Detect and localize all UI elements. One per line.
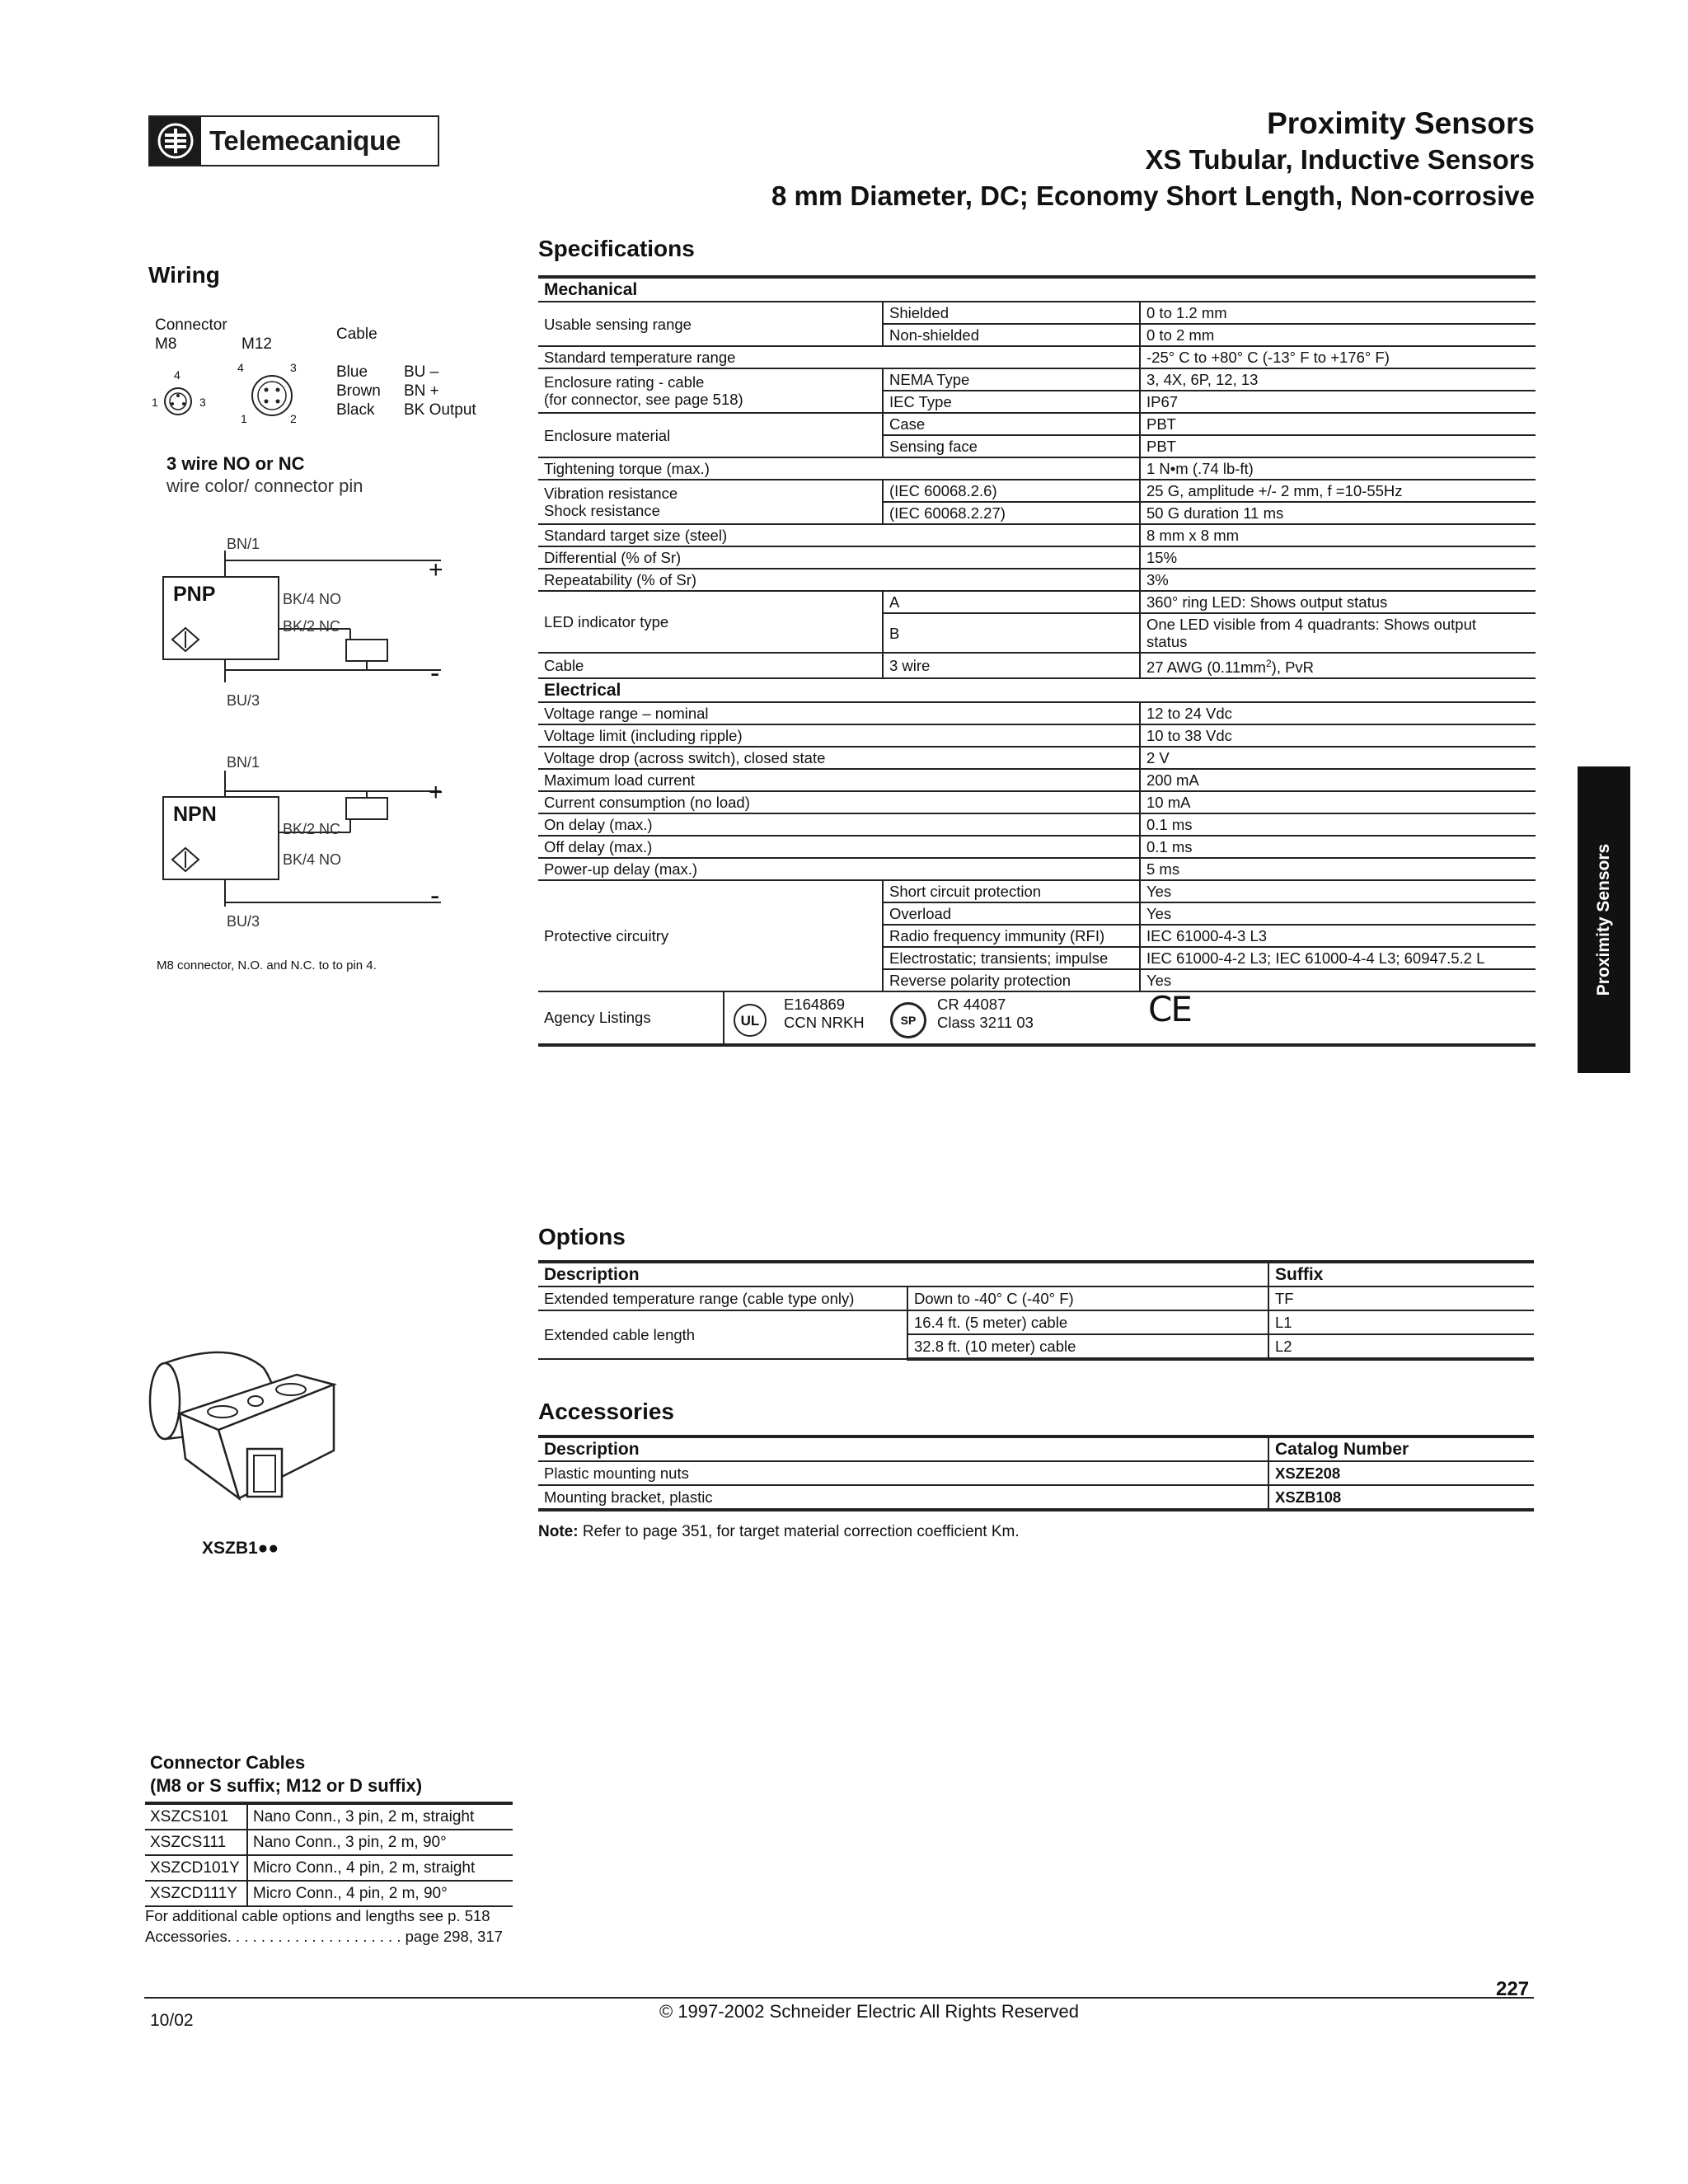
table-row (538, 724, 1536, 747)
cable-color-black: Black (336, 401, 375, 419)
connector-cables-note-1: For additional cable options and lengths see p. 518 (145, 1907, 490, 1924)
spec-value: -25° C to +80° C (-13° F to +176° F) (1140, 346, 1536, 368)
accessory-catalog-number: XSZE208 (1268, 1461, 1534, 1485)
column-header-description: Description (538, 1436, 1268, 1461)
cable-color-blue: Blue (336, 363, 368, 381)
spec-value (1140, 653, 1536, 678)
table-header (538, 1262, 1534, 1286)
table-row (538, 747, 1536, 769)
option-detail: Down to -40° C (-40° F) (907, 1286, 1268, 1310)
page-title: Proximity Sensors (1267, 106, 1535, 140)
connector-cables-title-1: Connector Cables (150, 1752, 306, 1773)
spec-label: Tightening torque (max.) (538, 457, 1140, 480)
table-row (538, 858, 1536, 880)
npn-label: NPN (173, 803, 217, 826)
pnp-label: PNP (173, 583, 216, 606)
spec-value (1140, 613, 1536, 653)
cable-code-bn: BN + (404, 382, 439, 400)
spec-sub: Electrostatic; transients; impulse (883, 947, 1140, 969)
enc-rating-line-2: (for connector, see page 518) (544, 391, 743, 408)
spec-value: 200 mA (1140, 769, 1536, 791)
spec-label: Cable (538, 653, 883, 678)
spec-label: Voltage drop (across switch), closed state (538, 747, 1140, 769)
m8-pinout-icon (148, 363, 223, 429)
m8-pin-3: 3 (199, 396, 206, 409)
table-row (538, 813, 1536, 836)
spec-value: PBT (1140, 435, 1536, 457)
spec-value: 0.1 ms (1140, 836, 1536, 858)
spec-label: On delay (max.) (538, 813, 1140, 836)
spec-label: Differential (% of Sr) (538, 546, 1140, 569)
table-row (538, 769, 1536, 791)
side-tab-proximity-sensors (1578, 766, 1630, 1073)
spec-label: Voltage range – nominal (538, 702, 1140, 724)
spec-value: 15% (1140, 546, 1536, 569)
spec-sub: (IEC 60068.2.27) (883, 502, 1140, 524)
accessory-description: Plastic mounting nuts (538, 1461, 1268, 1485)
spec-sub: Reverse polarity protection (883, 969, 1140, 991)
page-subtitle-1: XS Tubular, Inductive Sensors (1145, 144, 1535, 175)
footer-rule (144, 1997, 1534, 1999)
spec-sub: IEC Type (883, 391, 1140, 413)
option-detail: 16.4 ft. (5 meter) cable (907, 1310, 1268, 1334)
section-electrical (538, 678, 1536, 702)
cable-desc: Micro Conn., 4 pin, 2 m, 90° (247, 1881, 513, 1906)
cable-desc: Nano Conn., 3 pin, 2 m, 90° (247, 1830, 513, 1855)
options-table (538, 1260, 1534, 1361)
spec-label: Power-up delay (max.) (538, 858, 1140, 880)
spec-label: Voltage limit (including ripple) (538, 724, 1140, 747)
cable-label: Cable (336, 326, 377, 343)
cable-code: XSZCS111 (145, 1830, 247, 1855)
table-row (538, 1286, 1534, 1310)
spec-label: Standard temperature range (538, 346, 1140, 368)
ul-listing (784, 996, 865, 1032)
pnp-nc-label: BK/2 NC (283, 618, 341, 635)
cable-desc: Micro Conn., 4 pin, 2 m, straight (247, 1855, 513, 1881)
spec-sub: Radio frequency immunity (RFI) (883, 925, 1140, 947)
spec-sub: Non-shielded (883, 324, 1140, 346)
wiring-type-sub: wire color/ connector pin (166, 476, 363, 496)
m12-pin-3: 3 (290, 361, 297, 374)
spec-value: 12 to 24 Vdc (1140, 702, 1536, 724)
pnp-no-label: BK/4 NO (283, 591, 342, 607)
option-suffix: L1 (1268, 1310, 1534, 1334)
cable-codes (404, 363, 476, 419)
spec-value: PBT (1140, 413, 1536, 435)
table-row (538, 368, 1536, 391)
table-row (538, 702, 1536, 724)
npn-plus: + (429, 779, 443, 806)
bracket-label: XSZB1●● (202, 1539, 279, 1558)
csa-file-number: CR 44087 (937, 996, 1006, 1014)
agency-label: Agency Listings (544, 1009, 651, 1027)
spec-sub: 3 wire (883, 653, 1140, 678)
table-row (145, 1830, 513, 1855)
connector-cables-table (145, 1802, 513, 1907)
table-row (538, 346, 1536, 368)
page-number: 227 (1496, 1978, 1530, 2000)
ul-ccn: CCN NRKH (784, 1014, 865, 1032)
spec-label: Current consumption (no load) (538, 791, 1140, 813)
spec-label (538, 368, 883, 413)
option-label: Extended temperature range (cable type only) (538, 1286, 907, 1310)
spec-sub: NEMA Type (883, 368, 1140, 391)
column-header-suffix: Suffix (1268, 1262, 1534, 1286)
agency-listings-row (538, 991, 1536, 1045)
cable-desc: Nano Conn., 3 pin, 2 m, straight (247, 1803, 513, 1830)
ce-mark-icon: CE (1148, 989, 1191, 1030)
page-subtitle-2: 8 mm Diameter, DC; Economy Short Length, Non-corrosive (771, 180, 1535, 211)
option-label: Extended cable length (538, 1310, 907, 1359)
section-title: Mechanical (538, 277, 1536, 302)
spec-label: Protective circuitry (538, 880, 883, 991)
section-title: Electrical (538, 678, 1536, 702)
table-row (538, 1461, 1534, 1485)
pnp-minus: - (430, 658, 440, 689)
cable-code: XSZCD111Y (145, 1881, 247, 1906)
option-suffix: TF (1268, 1286, 1534, 1310)
spec-sub: (IEC 60068.2.6) (883, 480, 1140, 502)
table-row (538, 791, 1536, 813)
cable-code-bk: BK Output (404, 401, 476, 419)
cable-value-sup: 2 (1265, 658, 1272, 669)
spec-value: IEC 61000-4-3 L3 (1140, 925, 1536, 947)
column-header-description: Description (538, 1262, 1268, 1286)
cable-color-brown: Brown (336, 382, 381, 400)
accessories-note (538, 1523, 1020, 1541)
table-row (145, 1855, 513, 1881)
spec-value: 3% (1140, 569, 1536, 591)
table-row (145, 1803, 513, 1830)
npn-no-label: BK/4 NO (283, 851, 342, 868)
table-row (538, 524, 1536, 546)
note-text: Refer to page 351, for target material correction coefficient Km. (578, 1523, 1020, 1540)
footer-copyright: © 1997-2002 Schneider Electric All Rights Reserved (659, 2001, 1080, 2022)
npn-nc-label: BK/2 NC (283, 821, 341, 837)
m8-label: M8 (155, 335, 177, 353)
m8-pin-4: 4 (174, 368, 181, 382)
npn-minus: - (430, 880, 440, 912)
page-title-block (771, 105, 1535, 214)
spec-value: 360° ring LED: Shows output status (1140, 591, 1536, 613)
cable-colors (336, 363, 381, 419)
accessory-description: Mounting bracket, plastic (538, 1485, 1268, 1510)
table-row (538, 836, 1536, 858)
table-row (538, 480, 1536, 502)
spec-value: Yes (1140, 902, 1536, 925)
npn-bu-label: BU/3 (227, 913, 260, 930)
spec-value: 3, 4X, 6P, 12, 13 (1140, 368, 1536, 391)
csa-listing (937, 996, 1034, 1032)
spec-value: 2 V (1140, 747, 1536, 769)
connector-cables-note-2: Accessories. . . . . . . . . . . . . . . . . . . . . page 298, 317 (145, 1928, 503, 1945)
spec-label: LED indicator type (538, 591, 883, 653)
enc-rating-line-1: Enclosure rating - cable (544, 373, 705, 391)
spec-label: Standard target size (steel) (538, 524, 1140, 546)
option-detail: 32.8 ft. (10 meter) cable (907, 1334, 1268, 1359)
spec-value: 5 ms (1140, 858, 1536, 880)
spec-value: Yes (1140, 880, 1536, 902)
table-row (538, 413, 1536, 435)
m8-pin-1: 1 (152, 396, 158, 409)
spec-value: 10 to 38 Vdc (1140, 724, 1536, 747)
connector-cables-title-2: (M8 or S suffix; M12 or D suffix) (150, 1775, 423, 1796)
pnp-plus: + (429, 556, 443, 583)
cable-code: XSZCS101 (145, 1803, 247, 1830)
spec-value: 50 G duration 11 ms (1140, 502, 1536, 524)
spec-label: Enclosure material (538, 413, 883, 457)
spec-label: Maximum load current (538, 769, 1140, 791)
vibration-label: Vibration resistance (544, 485, 678, 502)
m12-pin-1: 1 (241, 412, 247, 425)
spec-value: 10 mA (1140, 791, 1536, 813)
spec-sub: Shielded (883, 302, 1140, 324)
cable-value: 27 AWG (0.11mm (1146, 658, 1266, 677)
led-b-line-1: One LED visible from 4 quadrants: Shows output (1146, 616, 1477, 633)
m12-label: M12 (241, 335, 272, 353)
specifications-table (538, 275, 1536, 1047)
wiring-type-title: 3 wire NO or NC (166, 453, 305, 474)
wiring-note: M8 connector, N.O. and N.C. to to pin 4. (157, 958, 377, 972)
ul-logo-icon: UL (734, 1004, 767, 1037)
spec-value: 8 mm x 8 mm (1140, 524, 1536, 546)
cable-code: XSZCD101Y (145, 1855, 247, 1881)
table-row (538, 546, 1536, 569)
spec-value: 0 to 1.2 mm (1140, 302, 1536, 324)
note-label: Note: (538, 1523, 579, 1540)
m12-pin-2: 2 (290, 412, 297, 425)
table-row (538, 569, 1536, 591)
spec-sub: Short circuit protection (883, 880, 1140, 902)
telemecanique-logo-icon (150, 117, 201, 165)
column-header-catalog: Catalog Number (1268, 1436, 1534, 1461)
table-row (538, 591, 1536, 613)
accessories-heading: Accessories (538, 1399, 675, 1424)
spec-sub: A (883, 591, 1140, 613)
footer-date: 10/02 (150, 2011, 194, 2030)
spec-sub: B (883, 613, 1140, 653)
specifications-heading: Specifications (538, 236, 695, 261)
pnp-wiring-diagram (161, 551, 449, 682)
options-heading: Options (538, 1224, 626, 1249)
led-b-line-2: status (1146, 633, 1188, 650)
spec-value: Yes (1140, 969, 1536, 991)
side-tab-label: Proximity Sensors (1594, 843, 1613, 996)
table-row (538, 1310, 1534, 1334)
pnp-bn-label: BN/1 (227, 536, 260, 552)
npn-bn-label: BN/1 (227, 754, 260, 771)
csa-logo-icon: SP (890, 1002, 926, 1038)
shock-label: Shock resistance (544, 502, 660, 519)
spec-sub: Overload (883, 902, 1140, 925)
accessories-table (538, 1435, 1534, 1511)
table-header (538, 1436, 1534, 1461)
spec-label: Repeatability (% of Sr) (538, 569, 1140, 591)
spec-value: 0 to 2 mm (1140, 324, 1536, 346)
ul-file-number: E164869 (784, 996, 846, 1014)
accessory-catalog-number: XSZB108 (1268, 1485, 1534, 1510)
agency-listings-cell (538, 991, 1536, 1045)
spec-label: Usable sensing range (538, 302, 883, 346)
spec-value: 1 N•m (.74 lb-ft) (1140, 457, 1536, 480)
table-row (538, 880, 1536, 902)
spec-value: IEC 61000-4-2 L3; IEC 61000-4-4 L3; 60947.5.2 L (1140, 947, 1536, 969)
table-row (145, 1881, 513, 1906)
spec-sub: Sensing face (883, 435, 1140, 457)
telemecanique-logo (148, 115, 439, 166)
mounting-bracket-image (140, 1335, 354, 1533)
wiring-heading: Wiring (148, 262, 220, 288)
spec-label: Off delay (max.) (538, 836, 1140, 858)
table-row (538, 302, 1536, 324)
cable-code-bu: BU – (404, 363, 439, 381)
cable-value-post: ), PvR (1271, 658, 1315, 677)
table-row (538, 457, 1536, 480)
table-row (538, 653, 1536, 678)
agency-divider (723, 992, 724, 1043)
spec-value: 25 G, amplitude +/- 2 mm, f =10-55Hz (1140, 480, 1536, 502)
spec-label (538, 480, 883, 524)
section-mechanical (538, 277, 1536, 302)
spec-sub: Case (883, 413, 1140, 435)
spec-value: 0.1 ms (1140, 813, 1536, 836)
spec-value: IP67 (1140, 391, 1536, 413)
table-row (538, 1485, 1534, 1510)
connector-cables-title (150, 1751, 422, 1797)
option-suffix: L2 (1268, 1334, 1534, 1359)
csa-class: Class 3211 03 (937, 1014, 1034, 1032)
connector-label: Connector (155, 316, 227, 334)
agency-listings (538, 989, 1536, 1043)
logo-name: Telemecanique (209, 125, 401, 156)
pnp-bu-label: BU/3 (227, 692, 260, 709)
npn-wiring-diagram (161, 771, 449, 907)
m12-pin-4: 4 (237, 361, 244, 374)
